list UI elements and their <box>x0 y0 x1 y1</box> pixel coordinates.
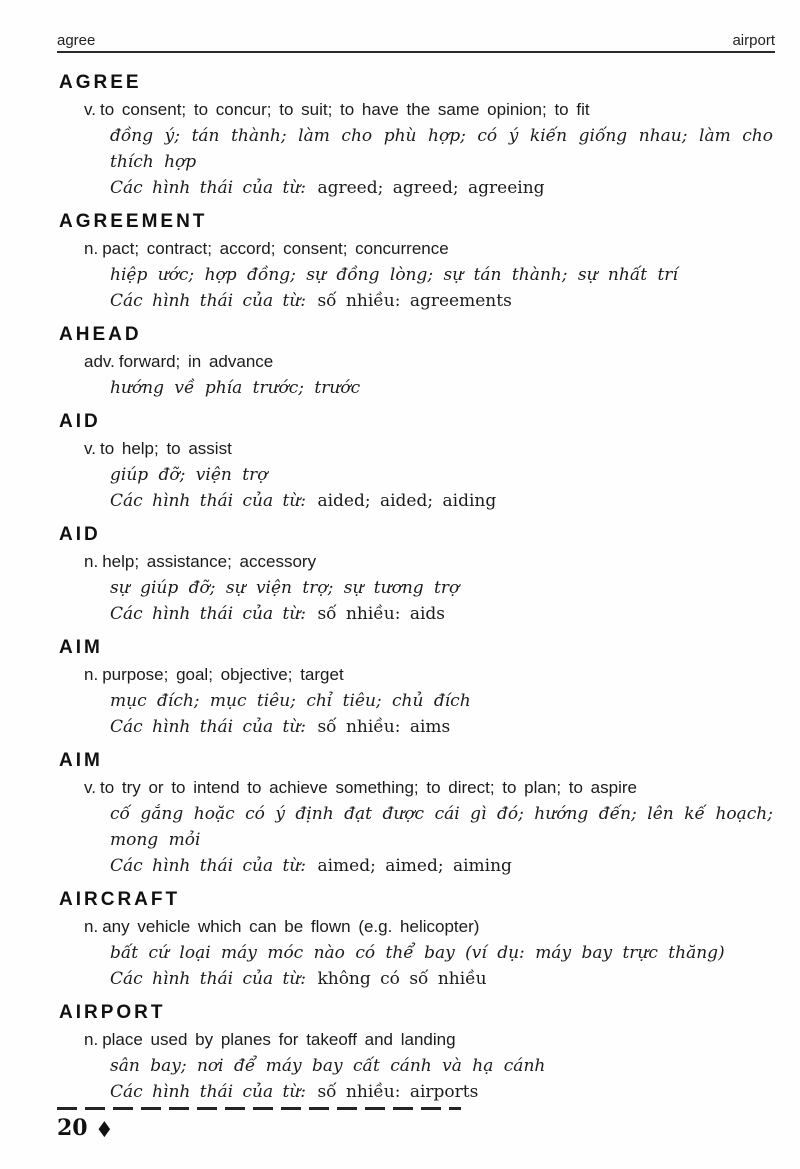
entry-body <box>84 549 773 627</box>
entry-body <box>84 1027 773 1105</box>
definition-line <box>84 97 773 123</box>
entry-headword: AIM <box>59 637 103 658</box>
definition-text: to consent; to concur; to suit; to have the same opinion; to fit <box>99 100 590 119</box>
definition-line <box>84 914 773 940</box>
translation-text: bất cứ loại máy móc nào có thể bay (ví dụ: máy bay trực thăng) <box>110 943 725 963</box>
entry-agreement <box>57 209 775 314</box>
entry-aid-verb <box>57 409 775 514</box>
definition-line <box>84 775 773 801</box>
word-forms-line <box>110 601 773 627</box>
entry-headword: AIM <box>59 750 103 771</box>
definition-line <box>84 662 773 688</box>
word-forms-label: Các hình thái của từ: <box>110 604 307 624</box>
entry-aid-noun <box>57 522 775 627</box>
word-forms-line <box>110 714 773 740</box>
part-of-speech: v. <box>84 439 96 458</box>
word-forms-label: Các hình thái của từ: <box>110 178 307 198</box>
word-forms-line <box>110 966 773 992</box>
definition-line <box>84 1027 773 1053</box>
page-number: 20 <box>57 1115 88 1141</box>
word-forms-value: agreed; agreed; agreeing <box>317 178 545 198</box>
definition-line <box>84 349 773 375</box>
word-forms-label: Các hình thái của từ: <box>110 969 307 989</box>
entry-headword: AGREE <box>59 72 142 93</box>
word-forms-line <box>110 853 773 879</box>
definition-text: to try or to intend to achieve something; to direct; to plan; to aspire <box>99 778 637 797</box>
translation-text: giúp đỡ; viện trợ <box>110 465 268 485</box>
word-forms-value: số nhiều: aids <box>317 604 446 624</box>
entry-body <box>84 662 773 740</box>
definition-line <box>84 436 773 462</box>
word-forms-label: Các hình thái của từ: <box>110 491 307 511</box>
part-of-speech: adv. <box>84 352 115 371</box>
part-of-speech: n. <box>84 552 99 571</box>
word-forms-value: số nhiều: agreements <box>317 291 512 311</box>
entry-body <box>84 236 773 314</box>
definition-text: place used by planes for takeoff and landing <box>102 1030 456 1049</box>
entry-airport <box>57 1000 775 1105</box>
translation-text: sự giúp đỡ; sự viện trợ; sự tương trợ <box>110 578 460 598</box>
entry-body <box>84 349 773 401</box>
word-forms-line <box>110 488 773 514</box>
guideword-right: airport <box>732 32 775 49</box>
definition-text: to help; to assist <box>99 439 232 458</box>
page-footer <box>57 1107 461 1141</box>
word-forms-label: Các hình thái của từ: <box>110 856 307 876</box>
definition-text: help; assistance; accessory <box>102 552 317 571</box>
entry-body <box>84 97 773 201</box>
definition-text: purpose; goal; objective; target <box>102 665 344 684</box>
part-of-speech: v. <box>84 778 96 797</box>
definition-line <box>84 549 773 575</box>
translation-text: cố gắng hoặc có ý định đạt được cái gì đó; hướng đến; lên kế hoạch; mong mỏi <box>110 804 773 850</box>
translation-text: đồng ý; tán thành; làm cho phù hợp; có ý kiến giống nhau; làm cho thích hợp <box>110 126 773 172</box>
entries-list <box>57 70 775 1105</box>
running-header <box>57 32 775 53</box>
definition-text: pact; contract; accord; consent; concurrence <box>102 239 449 258</box>
part-of-speech: n. <box>84 1030 99 1049</box>
translation-text: mục đích; mục tiêu; chỉ tiêu; chủ đích <box>110 691 471 711</box>
translation-text: hướng về phía trước; trước <box>110 378 361 398</box>
entry-headword: AID <box>59 411 101 432</box>
entry-headword: AIRPORT <box>59 1002 166 1023</box>
word-forms-line <box>110 1079 773 1105</box>
word-forms-value: số nhiều: aims <box>317 717 451 737</box>
word-forms-value: không có số nhiều <box>317 969 487 989</box>
entry-headword: AID <box>59 524 101 545</box>
part-of-speech: v. <box>84 100 96 119</box>
translation-text: hiệp ước; hợp đồng; sự đồng lòng; sự tán thành; sự nhất trí <box>110 265 678 285</box>
part-of-speech: n. <box>84 917 99 936</box>
entry-ahead <box>57 322 775 401</box>
entry-aim-verb <box>57 748 775 879</box>
word-forms-label: Các hình thái của từ: <box>110 1082 307 1102</box>
dashed-rule <box>57 1107 461 1110</box>
guideword-left: agree <box>57 32 96 49</box>
word-forms-value: aided; aided; aiding <box>317 491 497 511</box>
word-forms-label: Các hình thái của từ: <box>110 291 307 311</box>
part-of-speech: n. <box>84 665 99 684</box>
entry-body <box>84 775 773 879</box>
word-forms-line <box>110 288 773 314</box>
entry-aircraft <box>57 887 775 992</box>
word-forms-line <box>110 175 773 201</box>
page-number-row <box>57 1115 461 1141</box>
word-forms-value: số nhiều: airports <box>317 1082 479 1102</box>
entry-body <box>84 436 773 514</box>
translation-text: sân bay; nơi để máy bay cất cánh và hạ cánh <box>110 1056 546 1076</box>
diamond-icon: ◆ <box>98 1115 110 1140</box>
entry-agree <box>57 70 775 201</box>
entry-aim-noun <box>57 635 775 740</box>
definition-text: any vehicle which can be flown (e.g. helicopter) <box>102 917 480 936</box>
definition-text: forward; in advance <box>118 352 274 371</box>
definition-line <box>84 236 773 262</box>
entry-headword: AGREEMENT <box>59 211 208 232</box>
entry-headword: AIRCRAFT <box>59 889 181 910</box>
word-forms-label: Các hình thái của từ: <box>110 717 307 737</box>
word-forms-value: aimed; aimed; aiming <box>317 856 512 876</box>
part-of-speech: n. <box>84 239 99 258</box>
entry-headword: AHEAD <box>59 324 142 345</box>
entry-body <box>84 914 773 992</box>
